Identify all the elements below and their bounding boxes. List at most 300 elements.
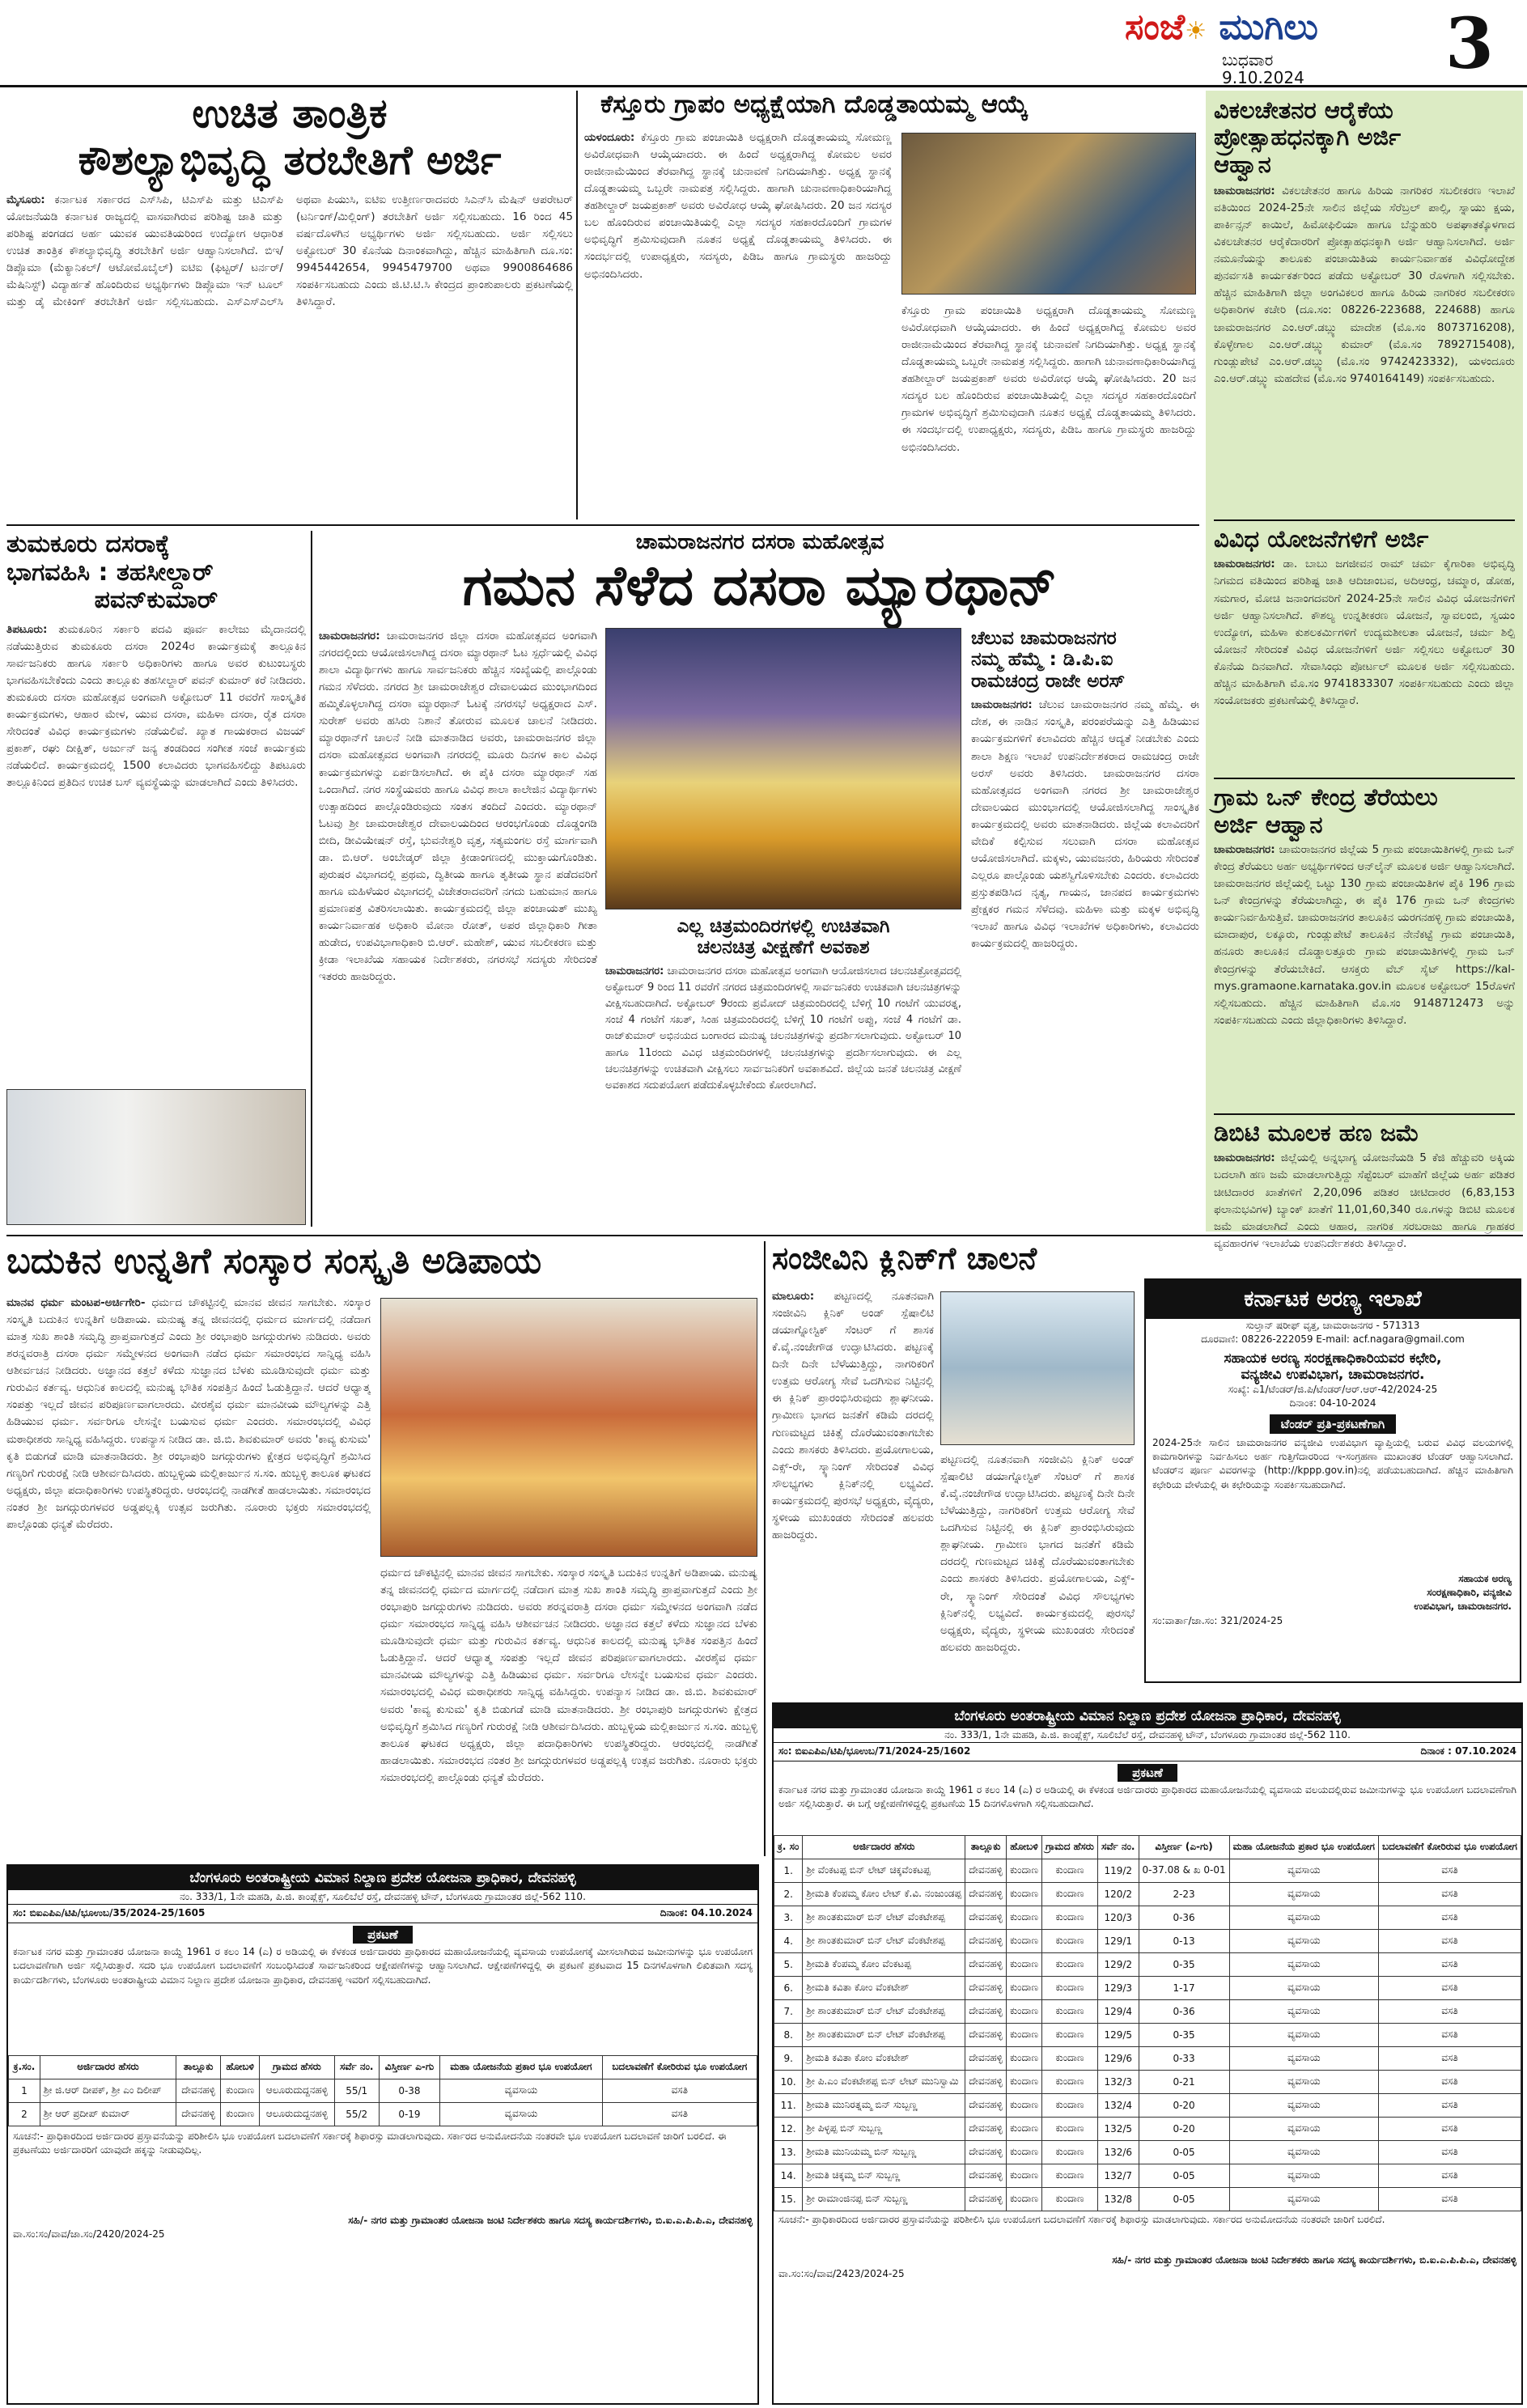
photo-clinic-inauguration: [940, 1291, 1135, 1445]
table-header-cell: ಹೋಬಳಿ: [221, 2055, 260, 2079]
table-cell: ಕುಂದಾಣ: [1042, 1882, 1098, 1906]
ad-note: ಸೂಚನೆ:- ಪ್ರಾಧಿಕಾರದಿಂದ ಅರ್ಜಿದಾರರ ಪ್ರಸ್ತಾವನೆಯನ್ನು ಪರಿಶೀಲಿಸಿ ಭೂ ಉಪಯೋಗ ಬದಲಾವಣೆಗೆ ಸರ್ಕಾರಕ್ಕೆ ಶಿಫಾರಸ್ಸು ಮಾಡಲಾಗುವುದು. ಸರ್ಕಾರದ ಅನುಮೋದನೆಯ ನಂತರವೇ ಭೂ ಉಪಯೋಗ ಬದಲಾವಣೆ ಜಾರಿಗೆ ಬರಲಿದೆ. ಈ ಪ್ರಕಟಣೆಯು ಅರ್ಜಿದಾರರಿಗೆ ಯಾವುದೇ ಹಕ್ಕನ್ನು ನೀಡುವುದಿಲ್ಲ.: [13, 2130, 727, 2156]
table-cell: 0-13: [1139, 1929, 1229, 1952]
table-cell: ವಸತಿ: [1378, 2046, 1521, 2070]
ad-ref: ಸಂ: ಬಿಐಎಪಿಎ/ಟಿಪಿ/ಭೂಉಬ/35/2024-25/1605: [13, 1907, 206, 1919]
table-cell: 129/5: [1097, 2023, 1139, 2046]
table-cell: ವಸತಿ: [602, 2079, 757, 2102]
table-cell: ಕುಂದಾಣ: [1042, 2046, 1098, 2070]
table-cell: ಆಲೂರುದುದ್ದನಹಳ್ಳಿ: [260, 2079, 335, 2102]
article-gram-panchayat: [584, 91, 1199, 519]
ad-footer: ವಾ.ಸಂ:ಸಂ/ವಾವ/2423/2024-25: [778, 2268, 905, 2280]
table-cell: ಕುಂದಾಣ: [1006, 1976, 1041, 1999]
body-text: ಕರ್ನಾಟಕ ಸರ್ಕಾರದ ಎಸ್‌ಸಿಪಿ, ಟಿಎಸ್‌ಪಿ ಮತ್ತು ಟಿಎಸ್‌ಪಿ ಯೋಜನೆಯಡಿ ಕರ್ನಾಟಕ ರಾಜ್ಯದಲ್ಲಿ ವಾಸವಾಗಿರುವ ಪರಿಶಿಷ್ಟ ಜಾತಿ ಮತ್ತು ಪರಿಶಿಷ್ಟ ಪಂಗಡದ ಅರ್ಹ ಯುವಕ ಯುವತಿಯರಿಂದ ಉದ್ಯೋಗ ಆಧಾರಿತ ಉಚಿತ ತಾಂತ್ರಿಕ ಕೌಶಲ್ಯಾಭಿವೃದ್ಧಿ ತರಬೇತಿಗೆ ಅರ್ಜಿ ಆಹ್ವಾನಿಸಲಾಗಿದೆ. ಬಿಇ/ ಡಿಪ್ಲೊಮಾ (ಮೆಕ್ಯಾನಿಕಲ್/ ಆಟೋಮೊಬೈಲ್) ಐಟಿಐ (ಫಿಟ್ಟರ್/ ಟರ್ನರ್/ ಮೆಷಿನಿಸ್ಟ್) ವಿದ್ಯಾರ್ಹತೆ ಹೊಂದಿರುವ ಅಭ್ಯರ್ಥಿಗಳು ಡಿಪ್ಲೊಮಾ ಇನ್ ಟೂಲ್ ಮತ್ತು ಡೈ ಮೇಕಿಂಗ್ ತರಬೇತಿಗೆ ಅರ್ಜಿ ಸಲ್ಲಿಸಬಹುದು. ಎಸ್‌ಎಸ್‌ಎಲ್‌ಸಿ ಅಥವಾ ಪಿಯುಸಿ, ಐಟಿಐ ಉತ್ತೀರ್ಣರಾದವರು ಸಿಎನ್‌ಸಿ ಮೆಷಿನ್ ಆಪರೇಟರ್ (ಟರ್ನಿಂಗ್/ಮಿಲ್ಲಿಂಗ್) ತರಬೇತಿಗೆ ಅರ್ಜಿ ಸಲ್ಲಿಸಬಹುದು. 16 ರಿಂದ 45 ವರ್ಷದೊಳಗಿನ ಅಭ್ಯರ್ಥಿಗಳು ಅರ್ಜಿ ಸಲ್ಲಿಸಬಹುದು. ಅರ್ಜಿ ಸಲ್ಲಿಸಲು ಅಕ್ಟೋಬರ್ 30 ಕೊನೆಯ ದಿನಾಂಕವಾಗಿದ್ದು, ಹೆಚ್ಚಿನ ಮಾಹಿತಿಗಾಗಿ ದೂ.ಸಂ: 9945442654, 9945479700 ಅಥವಾ 9900864686 ಸಂಪರ್ಕಿಸಬಹುದು ಎಂದು ಜಿ.ಟಿ.ಟಿ.ಸಿ ಕೇಂದ್ರದ ಪ್ರಾಂಶುಪಾಲರು ಪ್ರಕಟಣೆಯಲ್ಲಿ ತಿಳಿಸಿದ್ದಾರೆ.: [6, 193, 573, 309]
table-cell: ಶ್ರೀಮತಿ ಚಿಕ್ಕಮ್ಮ ಬಿನ್ ಸುಬ್ಬಣ್ಣ: [803, 2164, 965, 2187]
table-cell: ವಸತಿ: [1378, 1976, 1521, 1999]
table-cell: 129/2: [1097, 1952, 1139, 1976]
table-cell: 9.: [774, 2046, 803, 2070]
body-text: ಡಾ. ಬಾಬು ಜಗಜೀವನ ರಾಮ್ ಚರ್ಮ ಕೈಗಾರಿಕಾ ಅಭಿವೃದ್ಧಿ ನಿಗಮದ ವತಿಯಿಂದ ಪರಿಶಿಷ್ಟ ಜಾತಿ ಆದಿಜಾಂಬವ, ಅದಿಆಂಧ್ರ, ಚಮ್ಮಾರ, ಡೋಹ, ಸಮಗಾರ, ಮೋಚಿ ಜನಾಂಗದವರಿಗೆ 2024-25ನೇ ಸಾಲಿನ ವಿವಿಧ ಯೋಜನೆಗಳಿಗೆ ಅರ್ಜಿ ಆಹ್ವಾನಿಸಲಾಗಿದೆ. ಕೌಶಲ್ಯ ಉನ್ನತೀಕರಣ ಯೋಜನೆ, ಸ್ವಾವಲಂಬಿ, ಸ್ವಯಂ ಉದ್ಯೋಗ, ಮಹಿಳಾ ಕುಶಲಕರ್ಮಿಗಳಿಗೆ ಉದ್ಯಮಶೀಲತಾ ಯೋಜನೆ, ಚರ್ಮ ಶಿಲ್ಪಿ ಯೋಜನೆ ಸೇರಿದಂತೆ ವಿವಿಧ ಯೋಜನೆಗಳಿಗೆ ಅರ್ಜಿ ಸಲ್ಲಿಸಲು ಅಕ್ಟೋಬರ್ 30 ಕೊನೆಯ ದಿನವಾಗಿದೆ. ಸೇವಾಸಿಂಧು ಪೋರ್ಟಲ್ ಮೂಲಕ ಅರ್ಜಿ ಸಲ್ಲಿಸಬಹುದು. ಹೆಚ್ಚಿನ ಮಾಹಿತಿಗಾಗಿ ಮೊ.ಸಂ 9741833307 ಸಂಪರ್ಕಿಸಬಹುದು ಎಂದು ಜಿಲ್ಲಾ ಸಂಯೋಜಕರು ಪ್ರಕಟಣೆಯಲ್ಲಿ ತಿಳಿಸಿದ್ದಾರೆ.: [1214, 557, 1515, 707]
table-cell: ದೇವನಹಳ್ಳಿ: [965, 2046, 1007, 2070]
divider: [576, 91, 578, 519]
table-row: [774, 2046, 1521, 2070]
table-cell: ವಸತಿ: [1378, 1882, 1521, 1906]
body-text: ತುಮಕೂರಿನ ಸರ್ಕಾರಿ ಪದವಿ ಪೂರ್ವ ಕಾಲೇಜು ಮೈದಾನದಲ್ಲಿ ನಡೆಯುತ್ತಿರುವ ತುಮಕೂರು ದಸರಾ 2024ರ ಕಾರ್ಯಕ್ರಮಕ್ಕೆ ತಾಲ್ಲೂಕಿನ ಸಾರ್ವಜನಿಕರು ಹಾಗೂ ಸರ್ಕಾರಿ ಅಧಿಕಾರಿಗಳು ಹಾಗೂ ಅವರ ಕುಟುಂಬಸ್ಥರು ಭಾಗವಹಿಸಬೇಕೆಂದು ಎಂದು ತಾಲ್ಲೂಕು ತಹಸೀಲ್ದಾರ್ ಪವನ್ ಕುಮಾರ್ ಕರೆ ನೀಡಿದರು. ತುಮಕೂರು ದಸರಾ ಮಹೋತ್ಸವ ಅಂಗವಾಗಿ ಅಕ್ಟೋಬರ್ 11 ರವರೆಗೆ ಸಾಂಸ್ಕೃತಿಕ ಕಾರ್ಯಕ್ರಮಗಳು, ಆಹಾರ ಮೇಳ, ಯುವ ದಸರಾ, ಮಹಿಳಾ ದಸರಾ, ರೈತ ದಸರಾ ಸೇರಿದಂತೆ ವಿವಿಧ ಕಾರ್ಯಕ್ರಮಗಳು ನಡೆಯಲಿವೆ. ಖ್ಯಾತ ಗಾಯಕರಾದ ವಿಜಯ್ ಪ್ರಕಾಶ್, ರಘು ದೀಕ್ಷಿತ್, ಅರ್ಜುನ್ ಜನ್ಯ ತಂಡದಿಂದ ಸಂಗೀತ ಸಂಜೆ ಕಾರ್ಯಕ್ರಮ ನಡೆಯಲಿದೆ. ಕಾರ್ಯಕ್ರಮದಲ್ಲಿ 1500 ಕಲಾವಿದರು ಭಾಗವಹಿಸಲಿದ್ದು ತಿಪಟೂರು ತಾಲ್ಲೂಕಿನಿಂದ ಪ್ರತಿದಿನ ಉಚಿತ ಬಸ್ ವ್ಯವಸ್ಥೆಯನ್ನು ಮಾಡಲಾಗಿದೆ ಎಂದು ತಿಳಿಸಿದರು.: [6, 622, 306, 790]
table-cell: ವಸತಿ: [1378, 1999, 1521, 2023]
article-title: ಕೆಸ್ತೂರು ಗ್ರಾಪಂ ಅಧ್ಯಕ್ಷೆಯಾಗಿ ದೊಡ್ಡತಾಯಮ್ಮ ಆಯ್ಕೆ: [600, 90, 1029, 119]
ad-date: ದಿನಾಂಕ : 07.10.2024: [1420, 1745, 1516, 1757]
table-header-cell: ಗ್ರಾಮದ ಹೆಸರು: [260, 2055, 335, 2079]
table-cell: 129/6: [1097, 2046, 1139, 2070]
table-cell: ಕುಂದಾಣ: [221, 2079, 260, 2102]
issue-date: 9.10.2024: [1222, 68, 1304, 87]
article-title: [971, 628, 1199, 692]
body-text: ಚೆಲುವ ಚಾಮರಾಜನಗರ ನಮ್ಮ ಹೆಮ್ಮೆ. ಈ ದೇಶ, ಈ ನಾಡಿನ ಸಂಸ್ಕೃತಿ, ಪರಂಪರೆಯನ್ನು ಎತ್ತಿ ಹಿಡಿಯುವ ಕಾರ್ಯಕ್ರಮಗಳಿಗೆ ಕಲಾವಿದರು ಹೆಚ್ಚಿನ ಆದ್ಯತೆ ನೀಡಬೇಕು ಎಂದು ಶಾಲಾ ಶಿಕ್ಷಣ ಇಲಾಖೆ ಉಪನಿರ್ದೇಶಕರಾದ ರಾಮಚಂದ್ರ ರಾಜೇ ಅರಸ್ ಅವರು ತಿಳಿಸಿದರು. ಚಾಮರಾಜನಗರ ದಸರಾ ಮಹೋತ್ಸವದ ಅಂಗವಾಗಿ ನಗರದ ಶ್ರೀ ಚಾಮರಾಜೇಶ್ವರ ದೇವಾಲಯದ ಮುಂಭಾಗದಲ್ಲಿ ಆಯೋಜಿಸಲಾಗಿದ್ದ ಸಾಂಸ್ಕೃತಿಕ ಕಾರ್ಯಕ್ರಮದಲ್ಲಿ ಅವರು ಮಾತನಾಡಿದರು. ಜಿಲ್ಲೆಯ ಕಲಾವಿದರಿಗೆ ವೇದಿಕೆ ಕಲ್ಪಿಸುವ ಸಲುವಾಗಿ ದಸರಾ ಮಹೋತ್ಸವ ಆಯೋಜಿಸಲಾಗಿದೆ. ಮಕ್ಕಳು, ಯುವಜನರು, ಹಿರಿಯರು ಸೇರಿದಂತೆ ಎಲ್ಲರೂ ಪಾಲ್ಗೊಂಡು ಯಶಸ್ವಿಗೊಳಿಸಬೇಕು ಎಂದರು. ಕಲಾವಿದರು ಪ್ರಸ್ತುತಪಡಿಸಿದ ನೃತ್ಯ, ಗಾಯನ, ಜಾನಪದ ಕಾರ್ಯಕ್ರಮಗಳು ಪ್ರೇಕ್ಷಕರ ಗಮನ ಸೆಳೆದವು. ಮಹಿಳಾ ಮತ್ತು ಮಕ್ಕಳ ಅಭಿವೃದ್ಧಿ ಇಲಾಖೆ ಹಾಗೂ ವಿವಿಧ ಇಲಾಖೆಗಳ ಅಧಿಕಾರಿಗಳು, ಕಲಾವಿದರು ಕಾರ್ಯಕ್ರಮದಲ್ಲಿ ಹಾಜರಿದ್ದರು.: [971, 698, 1199, 951]
table-cell: ಶ್ರೀ ಶಾಂತಕುಮಾರ್ ಬಿನ್ ಲೇಟ್ ವೆಂಕಟೇಶಪ್ಪ: [803, 1999, 965, 2023]
article-body: [6, 1295, 371, 1853]
table-cell: ವಸತಿ: [1378, 2117, 1521, 2140]
table-row: [774, 1929, 1521, 1952]
table-cell: 132/3: [1097, 2070, 1139, 2093]
dateline: ಮೈಸೂರು:: [6, 193, 45, 206]
table-cell: ಕುಂದಾಣ: [1006, 2164, 1041, 2187]
table-cell: ಶ್ರೀಮತಿ ಕೆಂಪಮ್ಮ ಕೋಂ ಲೇಟ್ ಕೆ.ವಿ. ನಂಜುಂಡಪ್ಪ: [803, 1882, 965, 1906]
table-cell: 2.: [774, 1882, 803, 1906]
table-cell: ವ್ಯವಸಾಯ: [1229, 2140, 1378, 2164]
table-cell: ವಸತಿ: [1378, 1929, 1521, 1952]
table-cell: ಕುಂದಾಣ: [1042, 2164, 1098, 2187]
body-text: ಧರ್ಮದ ಚೌಕಟ್ಟಿನಲ್ಲಿ ಮಾನವ ಜೀವನ ಸಾಗಬೇಕು. ಸಂಸ್ಕಾರ ಸಂಸ್ಕೃತಿ ಬದುಕಿನ ಉನ್ನತಿಗೆ ಅಡಿಪಾಯ. ಮನುಷ್ಯ ತನ್ನ ಜೀವನದಲ್ಲಿ ಧರ್ಮದ ಮಾರ್ಗದಲ್ಲಿ ನಡೆದಾಗ ಮಾತ್ರ ಸುಖ ಶಾಂತಿ ಸಮೃದ್ಧಿ ಪ್ರಾಪ್ತವಾಗುತ್ತದೆ ಎಂದು ಶ್ರೀ ರಂಭಾಪುರಿ ಜಗದ್ಗುರುಗಳು ನುಡಿದರು. ಅವರು ಶರನ್ನವರಾತ್ರಿ ದಸರಾ ಧರ್ಮ ಸಮ್ಮೇಳನದ ಅಂಗವಾಗಿ ನಡೆದ ಧರ್ಮ ಸಮಾರಂಭದ ಸಾನ್ನಿಧ್ಯ ವಹಿಸಿ ಆಶೀರ್ವಚನ ನೀಡಿದರು. ಅಜ್ಞಾನದ ಕತ್ತಲೆ ಕಳೆದು ಸುಜ್ಞಾನದ ಬೆಳಕು ಮೂಡಿಸುವುದೇ ಧರ್ಮ ಮತ್ತು ಗುರುವಿನ ಕರ್ತವ್ಯ. ಆಧುನಿಕ ಕಾಲದಲ್ಲಿ ಮನುಷ್ಯ ಭೌತಿಕ ಸಂಪತ್ತಿನ ಹಿಂದೆ ಓಡುತ್ತಿದ್ದಾನೆ. ಆದರೆ ಆಧ್ಯಾತ್ಮ ಸಂಪತ್ತು ಇಲ್ಲದೆ ಜೀವನ ಪರಿಪೂರ್ಣವಾಗಲಾರದು. ವೀರಶೈವ ಧರ್ಮ ಮಾನವೀಯ ಮೌಲ್ಯಗಳನ್ನು ಎತ್ತಿ ಹಿಡಿಯುವ ಧರ್ಮ. ಸರ್ವರಿಗೂ ಲೇಸನ್ನೇ ಬಯಸುವ ಧರ್ಮ ಎಂದರು. ಸಮಾರಂಭದಲ್ಲಿ ವಿವಿಧ ಮಠಾಧೀಶರು ಸಾನ್ನಿಧ್ಯ ವಹಿಸಿದ್ದರು. ಉಪನ್ಯಾಸ ನೀಡಿದ ಡಾ. ಜಿ.ಬಿ. ಶಿವಕುಮಾರ್ ಅವರು 'ಕಾವ್ಯ ಕುಸುಮ' ಕೃತಿ ಬಿಡುಗಡೆ ಮಾಡಿ ಮಾತನಾಡಿದರು. ಶ್ರೀ ರಂಭಾಪುರಿ ಜಗದ್ಗುರುಗಳು ಕ್ಷೇತ್ರದ ಅಭಿವೃದ್ಧಿಗೆ ಶ್ರಮಿಸಿದ ಗಣ್ಯರಿಗೆ ಗುರುರಕ್ಷೆ ನೀಡಿ ಆಶೀರ್ವದಿಸಿದರು. ಹುಬ್ಬಳ್ಳಿಯ ಮಲ್ಲಿಕಾರ್ಜುನ ಸ.ಸಂ. ಹುಬ್ಬಳ್ಳಿ ತಾಲೂಕ ಘಟಕದ ಅಧ್ಯಕ್ಷರು, ಜಿಲ್ಲಾ ಪದಾಧಿಕಾರಿಗಳು ಉಪಸ್ಥಿತರಿದ್ದರು. ಆರಂಭದಲ್ಲಿ ನಾಡಗೀತೆ ಹಾಡಲಾಯಿತು. ಸಮಾರಂಭದ ನಂತರ ಶ್ರೀ ಜಗದ್ಗುರುಗಳವರ ಅಡ್ಡಪಲ್ಲಕ್ಕಿ ಉತ್ಸವ ಜರುಗಿತು. ನೂರಾರು ಭಕ್ತರು ಸಮಾರಂಭದಲ್ಲಿ ಪಾಲ್ಗೊಂಡು ಧನ್ಯತೆ ಮೆರೆದರು.: [6, 1296, 371, 1531]
table-cell: 0-19: [379, 2102, 440, 2126]
table-cell: ಕುಂದಾಣ: [1006, 2023, 1041, 2046]
ad-office-line-2: ವನ್ಯಜೀವಿ ಉಪವಿಭಾಗ, ಚಾಮರಾಜನಗರ.: [1241, 1366, 1425, 1383]
table-cell: 6.: [774, 1976, 803, 1999]
photo-panchayat-members: [901, 133, 1196, 295]
table-cell: ವ್ಯವಸಾಯ: [440, 2079, 602, 2102]
ad-sign-line-1: ಸಹಾಯಕ ಅರಣ್ಯ: [1458, 1572, 1512, 1584]
table-row: [774, 1976, 1521, 1999]
dateline: ಮಾನವ ಧರ್ಮ ಮಂಟಪ-ಅರ್ಚಿಗೇರಿ-: [6, 1296, 146, 1309]
table-cell: ವ್ಯವಸಾಯ: [1229, 2187, 1378, 2211]
page-number: 3: [1445, 3, 1494, 85]
table-cell: 0-37.08 & ಖ 0-01: [1139, 1859, 1229, 1882]
table-cell: 0-36: [1139, 1906, 1229, 1929]
title-line-1: ಚೆಲುವ ಚಾಮರಾಜನಗರ: [971, 628, 1117, 649]
table-cell: ಶ್ರೀ ರಾಮಾಂಜಿನಪ್ಪ ಬಿನ್ ಸುಬ್ಬಣ್ಣ: [803, 2187, 965, 2211]
table-cell: ಕುಂದಾಣ: [1042, 1859, 1098, 1882]
article-title: [6, 91, 573, 184]
table-cell: 129/4: [1097, 1999, 1139, 2023]
table-cell: ಆಲೂರುದುದ್ದನಹಳ್ಳಿ: [260, 2102, 335, 2126]
dateline: ಮಾಲೂರು:: [772, 1290, 815, 1303]
table-cell: 129/1: [1097, 1929, 1139, 1952]
table-cell: ವಸತಿ: [602, 2102, 757, 2126]
table-header-cell: ಸರ್ವೆ ನಂ.: [334, 2055, 379, 2079]
table-cell: ವಸತಿ: [1378, 2093, 1521, 2117]
table-cell: 55/2: [334, 2102, 379, 2126]
table-cell: 132/4: [1097, 2093, 1139, 2117]
table-cell: 14.: [774, 2164, 803, 2187]
table-cell: ಶ್ರೀಮತಿ ಮುನಿಯಮ್ಮ ಬಿನ್ ಸುಬ್ಬಣ್ಣ: [803, 2140, 965, 2164]
table-cell: ದೇವನಹಳ್ಳಿ: [965, 2117, 1007, 2140]
ad-header: ಕರ್ನಾಟಕ ಅರಣ್ಯ ಇಲಾಖೆ: [1146, 1280, 1520, 1319]
table-cell: 8.: [774, 2023, 803, 2046]
ad-notice-title: ಪ್ರಕಟಣೆ: [1118, 1764, 1177, 1782]
table-cell: ಕುಂದಾಣ: [1006, 2093, 1041, 2117]
table-cell: ದೇವನಹಳ್ಳಿ: [965, 2187, 1007, 2211]
table-cell: ಕುಂದಾಣ: [1006, 1906, 1041, 1929]
table-row: [9, 2079, 757, 2102]
table-cell: ಕುಂದಾಣ: [1042, 1952, 1098, 1976]
body-text-continued: ಪಟ್ಟಣದಲ್ಲಿ ನೂತನವಾಗಿ ಸಂಜೀವಿನಿ ಕ್ಲಿನಿಕ್ ಅಂಡ್ ಸ್ಪೆಷಾಲಿಟಿ ಡಯಾಗ್ನೋಸ್ಟಿಕ್ ಸೆಂಟರ್ ಗೆ ಶಾಸಕ ಕೆ.ವೈ.ನಂಜೇಗೌಡ ಉದ್ಘಾಟಿಸಿದರು. ಪಟ್ಟಣಕ್ಕೆ ದಿನೇ ದಿನೇ ಬೆಳೆಯುತ್ತಿದ್ದು, ನಾಗರಿಕರಿಗೆ ಉತ್ತಮ ಆರೋಗ್ಯ ಸೇವೆ ಒದಗಿಸುವ ನಿಟ್ಟಿನಲ್ಲಿ ಈ ಕ್ಲಿನಿಕ್ ಪ್ರಾರಂಭಿಸಿರುವುದು ಶ್ಲಾಘನೀಯ. ಗ್ರಾಮೀಣ ಭಾಗದ ಜನತೆಗೆ ಕಡಿಮೆ ದರದಲ್ಲಿ ಗುಣಮಟ್ಟದ ಚಿಕಿತ್ಸೆ ದೊರೆಯುವಂತಾಗಬೇಕು ಎಂದು ಶಾಸಕರು ತಿಳಿಸಿದರು. ಪ್ರಯೋಗಾಲಯ, ಎಕ್ಸ್-ರೇ, ಸ್ಕ್ಯಾನಿಂಗ್ ಸೇರಿದಂತೆ ವಿವಿಧ ಸೌಲಭ್ಯಗಳು ಕ್ಲಿನಿಕ್‌ನಲ್ಲಿ ಲಭ್ಯವಿದೆ. ಕಾರ್ಯಕ್ರಮದಲ್ಲಿ ಪುರಸಭೆ ಅಧ್ಯಕ್ಷರು, ವೈದ್ಯರು, ಸ್ಥಳೀಯ ಮುಖಂಡರು ಸೇರಿದಂತೆ ಹಲವರು ಹಾಜರಿದ್ದರು.: [940, 1453, 1135, 1654]
land-use-table: [774, 1835, 1521, 2211]
ad-ref: ಸಂಖ್ಯೆ: ಎ1/ಟೆಂಡರ್/ಜಿ.ಪಿ/ಟೆಂಡರ್/ಆರ್.ಆರ್-42/2024-25: [1228, 1383, 1438, 1395]
table-cell: 11.: [774, 2093, 803, 2117]
table-cell: 5.: [774, 1952, 803, 1976]
table-cell: 10.: [774, 2070, 803, 2093]
notice-body-dbt: [1214, 1150, 1515, 1271]
table-cell: ದೇವನಹಳ್ಳಿ: [965, 2164, 1007, 2187]
table-row: [774, 2023, 1521, 2046]
table-cell: ದೇವನಹಳ್ಳಿ: [965, 1906, 1007, 1929]
table-cell: ವ್ಯವಸಾಯ: [1229, 2117, 1378, 2140]
table-cell: 0-05: [1139, 2164, 1229, 2187]
ad-office-line-1: ಸಹಾಯಕ ಅರಣ್ಯ ಸಂರಕ್ಷಣಾಧಿಕಾರಿಯವರ ಕಛೇರಿ,: [1224, 1350, 1442, 1367]
table-cell: ವ್ಯವಸಾಯ: [440, 2102, 602, 2126]
table-cell: ಕುಂದಾಣ: [1042, 1906, 1098, 1929]
ad-subhead: ಸುಲ್ತಾನ್ ಷರೀಫ್ ವೃತ್ತ, ಚಾಮರಾಜನಗರ - 571313: [1245, 1320, 1420, 1331]
ad-footer: ಸಂ:ವಾರ್ತಾ/ಜಾ.ಸಂ: 321/2024-25: [1152, 1614, 1283, 1626]
ad-bia-notice-1: [6, 1864, 759, 2405]
ad-forest-department: [1144, 1278, 1521, 1683]
divider: [311, 531, 312, 1227]
table-header-cell: ಬದಲಾವಣೆಗೆ ಕೋರಿರುವ ಭೂ ಉಪಯೋಗ: [602, 2055, 757, 2079]
table-cell: ಕುಂದಾಣ: [1006, 1999, 1041, 2023]
table-cell: ದೇವನಹಳ್ಳಿ: [965, 1882, 1007, 1906]
divider: [1214, 1113, 1515, 1115]
table-cell: ದೇವನಹಳ್ಳಿ: [965, 2093, 1007, 2117]
table-cell: ವ್ಯವಸಾಯ: [1229, 1882, 1378, 1906]
dateline: ತಿಪಟೂರು:: [6, 622, 48, 636]
article-title: [605, 916, 961, 959]
table-cell: ಶ್ರೀಮತಿ ಕೆಂಪಮ್ಮ ಕೋಂ ವೆಂಕಟಪ್ಪ: [803, 1952, 965, 1976]
table-cell: ದೇವನಹಳ್ಳಿ: [965, 1929, 1007, 1952]
table-cell: ಶ್ರೀ ಪಿಳ್ಳಪ್ಪ ಬಿನ್ ಸುಬ್ಬಣ್ಣ: [803, 2117, 965, 2140]
table-cell: ದೇವನಹಳ್ಳಿ: [965, 2023, 1007, 2046]
notice-title-caregiver: [1214, 97, 1515, 178]
table-header-cell: ತಾಲ್ಲೂಕು: [965, 1835, 1007, 1859]
table-header-cell: ಸರ್ವೆ ನಂ.: [1097, 1835, 1139, 1859]
table-cell: ಕುಂದಾಣ: [1006, 1929, 1041, 1952]
ad-bia-notice-2: [772, 1702, 1523, 2405]
table-header-cell: ಹೋಬಳಿ: [1006, 1835, 1041, 1859]
table-cell: 4.: [774, 1929, 803, 1952]
table-cell: ದೇವನಹಳ್ಳಿ: [965, 2140, 1007, 2164]
palm-icon: ☀: [1185, 17, 1207, 45]
table-cell: ವಸತಿ: [1378, 2023, 1521, 2046]
dateline: ಚಾಮರಾಜನಗರ:: [971, 698, 1033, 712]
dateline: ಚಾಮರಾಜನಗರ:: [1214, 557, 1275, 571]
logo: [1125, 6, 1318, 48]
table-cell: ಕುಂದಾಣ: [1042, 2070, 1098, 2093]
body-text: ಪಟ್ಟಣದಲ್ಲಿ ನೂತನವಾಗಿ ಸಂಜೀವಿನಿ ಕ್ಲಿನಿಕ್ ಅಂಡ್ ಸ್ಪೆಷಾಲಿಟಿ ಡಯಾಗ್ನೋಸ್ಟಿಕ್ ಸೆಂಟರ್ ಗೆ ಶಾಸಕ ಕೆ.ವೈ.ನಂಜೇಗೌಡ ಉದ್ಘಾಟಿಸಿದರು. ಪಟ್ಟಣಕ್ಕೆ ದಿನೇ ದಿನೇ ಬೆಳೆಯುತ್ತಿದ್ದು, ನಾಗರಿಕರಿಗೆ ಉತ್ತಮ ಆರೋಗ್ಯ ಸೇವೆ ಒದಗಿಸುವ ನಿಟ್ಟಿನಲ್ಲಿ ಈ ಕ್ಲಿನಿಕ್ ಪ್ರಾರಂಭಿಸಿರುವುದು ಶ್ಲಾಘನೀಯ. ಗ್ರಾಮೀಣ ಭಾಗದ ಜನತೆಗೆ ಕಡಿಮೆ ದರದಲ್ಲಿ ಗುಣಮಟ್ಟದ ಚಿಕಿತ್ಸೆ ದೊರೆಯುವಂತಾಗಬೇಕು ಎಂದು ಶಾಸಕರು ತಿಳಿಸಿದರು. ಪ್ರಯೋಗಾಲಯ, ಎಕ್ಸ್-ರೇ, ಸ್ಕ್ಯಾನಿಂಗ್ ಸೇರಿದಂತೆ ವಿವಿಧ ಸೌಲಭ್ಯಗಳು ಕ್ಲಿನಿಕ್‌ನಲ್ಲಿ ಲಭ್ಯವಿದೆ. ಕಾರ್ಯಕ್ರಮದಲ್ಲಿ ಪುರಸಭೆ ಅಧ್ಯಕ್ಷರು, ವೈದ್ಯರು, ಸ್ಥಳೀಯ ಮುಖಂಡರು ಸೇರಿದಂತೆ ಹಲವರು ಹಾಜರಿದ್ದರು.: [772, 1290, 934, 1541]
article-body: [6, 192, 573, 524]
table-header-cell: ವಿಸ್ತೀರ್ಣ ಎ-ಗು: [379, 2055, 440, 2079]
article-title: ಸಂಜೀವಿನಿ ಕ್ಲಿನಿಕ್‌ಗೆ ಚಾಲನೆ: [772, 1240, 1037, 1276]
table-cell: ದೇವನಹಳ್ಳಿ: [965, 1952, 1007, 1976]
ad-intro: ಕರ್ನಾಟಕ ನಗರ ಮತ್ತು ಗ್ರಾಮಾಂತರ ಯೋಜನಾ ಕಾಯ್ದೆ 1961 ರ ಕಲಂ 14 (ಎ) ರ ಅಡಿಯಲ್ಲಿ ಈ ಕೆಳಕಂಡ ಅರ್ಜಿದಾರರು ಪ್ರಾಧಿಕಾರದ ಮಹಾಯೋಜನೆಯಲ್ಲಿ ವ್ಯವಸಾಯ ವಲಯದಲ್ಲಿರುವ ಜಮೀನುಗಳನ್ನು ಭೂ ಉಪಯೋಗ ಬದಲಾವಣೆಗಾಗಿ ಅರ್ಜಿ ಸಲ್ಲಿಸಿರುತ್ತಾರೆ. ಈ ಬಗ್ಗೆ ಆಕ್ಷೇಪಣೆಗಳಿದ್ದಲ್ಲಿ ಪ್ರಕಟಣೆಯ 15 ದಿನಗಳೊಳಗಾಗಿ ಸಲ್ಲಿಸಬಹುದಾಗಿದೆ.: [778, 1783, 1516, 1810]
table-cell: ಶ್ರೀಮತಿ ಮುನಿರತ್ನಮ್ಮ ಬಿನ್ ಸುಬ್ಬಣ್ಣ: [803, 2093, 965, 2117]
table-cell: ಶ್ರೀ ವೆಂಕಟಪ್ಪ ಬಿನ್ ಲೇಟ್ ಚಿಕ್ಕವೆಂಕಟಪ್ಪ: [803, 1859, 965, 1882]
title-line-1: ವಿಕಲಚೇತನರ ಆರೈಕೆಯ: [1214, 96, 1393, 124]
body-text: ಚಾಮರಾಜನಗರ ದಸರಾ ಮಹೋತ್ಸವ ಅಂಗವಾಗಿ ಆಯೋಜಿಸಲಾದ ಚಲನಚಿತ್ರೋತ್ಸವದಲ್ಲಿ ಅಕ್ಟೋಬರ್ 9 ರಿಂದ 11 ರವರೆಗೆ ನಗರದ ಚಿತ್ರಮಂದಿರಗಳಲ್ಲಿ ಸಾರ್ವಜನಿಕರು ಉಚಿತವಾಗಿ ಚಲನಚಿತ್ರಗಳನ್ನು ವೀಕ್ಷಿಸಬಹುದಾಗಿದೆ. ಅಕ್ಟೋಬರ್ 9ರಂದು ಪ್ರಮೋದ್ ಚಿತ್ರಮಂದಿರದಲ್ಲಿ ಬೆಳಿಗ್ಗೆ 10 ಗಂಟೆಗೆ ಯುವರತ್ನ, ಸಂಜೆ 4 ಗಂಟೆಗೆ ಸಖತ್, ಸಿಂಹ ಚಿತ್ರಮಂದಿರದಲ್ಲಿ ಬೆಳಿಗ್ಗೆ 10 ಗಂಟೆಗೆ ಅಪ್ಪು, ಸಂಜೆ 4 ಗಂಟೆಗೆ ಡಾ. ರಾಜ್‌ಕುಮಾರ್ ಅಭಿನಯದ ಬಂಗಾರದ ಮನುಷ್ಯ ಚಲನಚಿತ್ರಗಳನ್ನು ಪ್ರದರ್ಶಿಸಲಾಗುವುದು. ಅಕ್ಟೋಬರ್ 10 ಹಾಗೂ 11ರಂದು ವಿವಿಧ ಚಿತ್ರಮಂದಿರಗಳಲ್ಲಿ ಚಲನಚಿತ್ರಗಳನ್ನು ಪ್ರದರ್ಶಿಸಲಾಗುವುದು. ಈ ಎಲ್ಲ ಚಲನಚಿತ್ರಗಳನ್ನು ಉಚಿತವಾಗಿ ವೀಕ್ಷಿಸಲು ಸಾರ್ವಜನಿಕರಿಗೆ ಅವಕಾಶವಿದೆ. ಜಿಲ್ಲೆಯ ಜನತೆ ಚಲನಚಿತ್ರ ವೀಕ್ಷಣೆ ಅವಕಾಶದ ಸದುಪಯೋಗ ಪಡೆದುಕೊಳ್ಳಬೇಕೆಂದು ಕೋರಲಾಗಿದೆ.: [605, 964, 961, 1092]
table-header-cell: ಮಹಾ ಯೋಜನೆಯ ಪ್ರಕಾರ ಭೂ ಉಪಯೋಗ: [440, 2055, 602, 2079]
table-cell: ಕುಂದಾಣ: [1006, 2070, 1041, 2093]
table-cell: 0-35: [1139, 1952, 1229, 1976]
table-cell: ಕುಂದಾಣ: [1006, 2117, 1041, 2140]
table-cell: 120/2: [1097, 1882, 1139, 1906]
table-cell: ವಸತಿ: [1378, 2187, 1521, 2211]
table-cell: ವ್ಯವಸಾಯ: [1229, 1999, 1378, 2023]
article-body: [319, 628, 597, 1227]
table-cell: 12.: [774, 2117, 803, 2140]
title-line-2: ಪ್ರೋತ್ಸಾಹಧನಕ್ಕಾಗಿ ಅರ್ಜಿ: [1214, 123, 1401, 151]
article-body: [584, 129, 892, 518]
table-cell: 0-21: [1139, 2070, 1229, 2093]
table-cell: 0-05: [1139, 2140, 1229, 2164]
article-body: [971, 697, 1199, 1215]
title-line-2: ಚಲನಚಿತ್ರ ವೀಕ್ಷಣೆಗೆ ಅವಕಾಶ: [697, 937, 870, 959]
table-cell: ದೇವನಹಳ್ಳಿ: [176, 2079, 221, 2102]
title-line-3: ಪವನ್‌ಕುಮಾರ್: [94, 586, 218, 614]
article-kicker: ಚಾಮರಾಜನಗರ ದಸರಾ ಮಹೋತ್ಸವ: [635, 530, 884, 554]
ad-date: ದಿನಾಂಕ: 04.10.2024: [660, 1907, 753, 1919]
article-body: [605, 964, 961, 1215]
table-header-cell: ಅರ್ಜಿದಾರರ ಹೆಸರು: [803, 1835, 965, 1859]
table-cell: 0-20: [1139, 2093, 1229, 2117]
table-row: [774, 1882, 1521, 1906]
table-cell: 0-20: [1139, 2117, 1229, 2140]
table-cell: 129/3: [1097, 1976, 1139, 1999]
article-cheluva-chamarajanagara: [971, 628, 1199, 1227]
table-cell: ದೇವನಹಳ್ಳಿ: [965, 1859, 1007, 1882]
table-row: [774, 2117, 1521, 2140]
title-line-1: ಉಚಿತ ತಾಂತ್ರಿಕ: [192, 90, 388, 137]
divider: [6, 524, 1199, 526]
ad-header: ಬೆಂಗಳೂರು ಅಂತರಾಷ್ಟ್ರೀಯ ವಿಮಾನ ನಿಲ್ದಾಣ ಪ್ರದೇಶ ಯೋಜನಾ ಪ್ರಾಧಿಕಾರ, ದೇವನಹಳ್ಳಿ: [8, 1866, 757, 1890]
right-column-notices: [1206, 91, 1523, 1250]
table-cell: 3.: [774, 1906, 803, 1929]
article-dasara-marathon: [319, 531, 1201, 1227]
table-cell: ವ್ಯವಸಾಯ: [1229, 1976, 1378, 1999]
table-cell: 0-05: [1139, 2187, 1229, 2211]
table-cell: ಕುಂದಾಣ: [1042, 2117, 1098, 2140]
table-cell: ವಸತಿ: [1378, 1859, 1521, 1882]
body-text: ಜಿಲ್ಲೆಯಲ್ಲಿ ಅನ್ನಭಾಗ್ಯ ಯೋಜನೆಯಡಿ 5 ಕೆಜಿ ಹೆಚ್ಚುವರಿ ಅಕ್ಕಿಯ ಬದಲಾಗಿ ಹಣ ಜಮೆ ಮಾಡಲಾಗುತ್ತಿದ್ದು ಸೆಪ್ಟೆಂಬರ್ ಮಾಹೆಗೆ ಜಿಲ್ಲೆಯ ಅರ್ಹ ಪಡಿತರ ಚೀಟಿದಾರರ ಖಾತೆಗಳಿಗೆ 2,20,096 ಪಡಿತರ ಚೀಟಿದಾರರ (6,83,153 ಫಲಾನುಭವಿಗಳ) ಬ್ಯಾಂಕ್ ಖಾತೆಗೆ 11,01,60,340 ರೂ.ಗಳನ್ನು ಡಿಬಿಟಿ ಮೂಲಕ ಜಮೆ ಮಾಡಲಾಗಿದೆ ಎಂದು ಆಹಾರ, ನಾಗರಿಕ ಸರಬರಾಜು ಹಾಗೂ ಗ್ರಾಹಕರ ವ್ಯವಹಾರಗಳ ಇಲಾಖೆಯ ಉಪನಿರ್ದೇಶಕರು ತಿಳಿಸಿದ್ದಾರೆ.: [1214, 1151, 1515, 1250]
table-cell: ವ್ಯವಸಾಯ: [1229, 2070, 1378, 2093]
title-line-1: ತುಮಕೂರು ದಸರಾಕ್ಕೆ: [6, 530, 170, 558]
table-cell: ಕುಂದಾಣ: [1042, 2093, 1098, 2117]
table-row: [774, 2140, 1521, 2164]
table-cell: 0-36: [1139, 1999, 1229, 2023]
ad-date: ದಿನಾಂಕ: 04-10-2024: [1289, 1397, 1376, 1410]
ad-note: ಸೂಚನೆ:- ಪ್ರಾಧಿಕಾರದಿಂದ ಅರ್ಜಿದಾರರ ಪ್ರಸ್ತಾವನೆಯನ್ನು ಪರಿಶೀಲಿಸಿ ಭೂ ಉಪಯೋಗ ಬದಲಾವಣೆಗೆ ಸರ್ಕಾರಕ್ಕೆ ಶಿಫಾರಸ್ಸು ಮಾಡಲಾಗುವುದು. ಸರ್ಕಾರದ ಅನುಮೋದನೆಯ ನಂತರವೇ ಜಾರಿಗೆ ಬರಲಿದೆ.: [778, 2213, 1385, 2225]
photo-tahsildar: [6, 1089, 306, 1225]
body-text: ಚಾಮರಾಜನಗರ ಜಿಲ್ಲೆಯ 5 ಗ್ರಾಮ ಪಂಚಾಯಿತಿಗಳಲ್ಲಿ ಗ್ರಾಮ ಒನ್ ಕೇಂದ್ರ ತೆರೆಯಲು ಅರ್ಹ ಅಭ್ಯರ್ಥಿಗಳಿಂದ ಆನ್‌ಲೈನ್ ಮೂಲಕ ಅರ್ಜಿ ಆಹ್ವಾನಿಸಲಾಗಿದೆ. ಚಾಮರಾಜನಗರ ಜಿಲ್ಲೆಯಲ್ಲಿ ಒಟ್ಟು 130 ಗ್ರಾಮ ಪಂಚಾಯಿತಿಗಳ ಪೈಕಿ 196 ಗ್ರಾಮ ಒನ್ ಕೇಂದ್ರಗಳನ್ನು ತೆರೆಯಲಾಗಿದ್ದು, ಈ ಪೈಕಿ 176 ಗ್ರಾಮ ಒನ್ ಕೇಂದ್ರಗಳು ಕಾರ್ಯನಿರ್ವಹಿಸುತ್ತಿವೆ. ಚಾಮರಾಜನಗರ ತಾಲೂಕಿನ ಯರಗನಹಳ್ಳಿ ಗ್ರಾಮ ಪಂಚಾಯಿತಿ, ಮಾದಾಪುರ, ಲಕ್ಕೂರು, ಗುಂಡ್ಲುಪೇಟೆ ತಾಲೂಕಿನ ನೇನೆಕಟ್ಟೆ ಗ್ರಾಮ ಪಂಚಾಯಿತಿ, ಹನೂರು ತಾಲೂಕಿನ ದೊಡ್ಡಾಲತ್ತೂರು ಗ್ರಾಮ ಪಂಚಾಯಿತಿಗಳಲ್ಲಿ ಗ್ರಾಮ ಒನ್ ಕೇಂದ್ರಗಳನ್ನು ತೆರೆಯಬೇಕಿದೆ. ಆಸಕ್ತರು ವೆಬ್ ಸೈಟ್ https://kal-mys.gramaone.karnataka.gov.in ಮೂಲಕ ಅಕ್ಟೋಬರ್ 15ರೊಳಗೆ ಸಲ್ಲಿಸಬಹುದು. ಹೆಚ್ಚಿನ ಮಾಹಿತಿಗಾಗಿ ಮೊ.ಸಂ 9148712473 ಅನ್ನು ಸಂಪರ್ಕಿಸಬಹುದು ಎಂದು ಜಿಲ್ಲಾಧಿಕಾರಿಗಳು ತಿಳಿಸಿದ್ದಾರೆ.: [1214, 843, 1515, 1027]
table-header-cell: ಅರ್ಜಿದಾರರ ಹೆಸರು: [40, 2055, 176, 2079]
dateline: ಯಳಂದೂರು:: [584, 131, 635, 144]
tender-badge: ಟೆಂಡರ್ ಪ್ರತಿ-ಪ್ರಕಟಣೆಗಾಗಿ: [1270, 1414, 1396, 1434]
table-cell: ಶ್ರೀ ಶಾಂತಕುಮಾರ್ ಬಿನ್ ಲೇಟ್ ವೆಂಕಟೇಶಪ್ಪ: [803, 2023, 965, 2046]
title-line-1: ಎಲ್ಲ ಚಿತ್ರಮಂದಿರಗಳಲ್ಲಿ ಉಚಿತವಾಗಿ: [677, 916, 890, 937]
article-body-continued: [380, 1565, 757, 1853]
table-cell: 0-33: [1139, 2046, 1229, 2070]
table-cell: ವ್ಯವಸಾಯ: [1229, 2023, 1378, 2046]
table-cell: ಕುಂದಾಣ: [1042, 2023, 1098, 2046]
table-cell: 132/6: [1097, 2140, 1139, 2164]
table-cell: 7.: [774, 1999, 803, 2023]
ad-footer: ವಾ.ಸಂ:ಸಂ/ವಾವ/ಜಾ.ಸಂ/2420/2024-25: [13, 2228, 165, 2241]
issue-day: ಬುಧವಾರ: [1222, 50, 1274, 70]
table-cell: ಕುಂದಾಣ: [1042, 2140, 1098, 2164]
table-row: [774, 1952, 1521, 1976]
article-body: [6, 621, 306, 1075]
body-text-continued: ಕೆಸ್ತೂರು ಗ್ರಾಮ ಪಂಚಾಯಿತಿ ಅಧ್ಯಕ್ಷರಾಗಿ ದೊಡ್ಡತಾಯಮ್ಮ ಸೋಮಣ್ಣ ಅವಿರೋಧವಾಗಿ ಆಯ್ಕೆಯಾದರು. ಈ ಹಿಂದೆ ಅಧ್ಯಕ್ಷರಾಗಿದ್ದ ಕೋಮಲ ಅವರ ರಾಜೀನಾಮೆಯಿಂದ ತೆರವಾಗಿದ್ದ ಸ್ಥಾನಕ್ಕೆ ಚುನಾವಣೆ ನಿಗದಿಯಾಗಿತ್ತು. ಅಧ್ಯಕ್ಷ ಸ್ಥಾನಕ್ಕೆ ದೊಡ್ಡತಾಯಮ್ಮ ಒಬ್ಬರೇ ನಾಮಪತ್ರ ಸಲ್ಲಿಸಿದ್ದರು. ಹಾಗಾಗಿ ಚುನಾವಣಾಧಿಕಾರಿಯಾಗಿದ್ದ ತಹಶೀಲ್ದಾರ್ ಜಯಪ್ರಕಾಶ್ ಅವರು ಅವಿರೋಧ ಆಯ್ಕೆ ಘೋಷಿಸಿದರು. 20 ಜನ ಸದಸ್ಯರ ಬಲ ಹೊಂದಿರುವ ಪಂಚಾಯಿತಿಯಲ್ಲಿ ಎಲ್ಲಾ ಸದಸ್ಯರ ಸಹಕಾರದೊಂದಿಗೆ ಗ್ರಾಮಗಳ ಅಭಿವೃದ್ಧಿಗೆ ಶ್ರಮಿಸುವುದಾಗಿ ನೂತನ ಅಧ್ಯಕ್ಷೆ ದೊಡ್ಡತಾಯಮ್ಮ ತಿಳಿಸಿದರು. ಈ ಸಂದರ್ಭದಲ್ಲಿ ಉಪಾಧ್ಯಕ್ಷರು, ಸದಸ್ಯರು, ಪಿಡಿಒ ಹಾಗೂ ಗ್ರಾಮಸ್ಥರು ಹಾಜರಿದ್ದು ಅಭಿನಂದಿಸಿದರು.: [901, 304, 1196, 454]
table-row: [774, 2070, 1521, 2093]
table-cell: ಕುಂದಾಣ: [1042, 1976, 1098, 1999]
table-cell: ವ್ಯವಸಾಯ: [1229, 1859, 1378, 1882]
body-text: ಕೆಸ್ತೂರು ಗ್ರಾಮ ಪಂಚಾಯಿತಿ ಅಧ್ಯಕ್ಷರಾಗಿ ದೊಡ್ಡತಾಯಮ್ಮ ಸೋಮಣ್ಣ ಅವಿರೋಧವಾಗಿ ಆಯ್ಕೆಯಾದರು. ಈ ಹಿಂದೆ ಅಧ್ಯಕ್ಷರಾಗಿದ್ದ ಕೋಮಲ ಅವರ ರಾಜೀನಾಮೆಯಿಂದ ತೆರವಾಗಿದ್ದ ಸ್ಥಾನಕ್ಕೆ ಚುನಾವಣೆ ನಿಗದಿಯಾಗಿತ್ತು. ಅಧ್ಯಕ್ಷ ಸ್ಥಾನಕ್ಕೆ ದೊಡ್ಡತಾಯಮ್ಮ ಒಬ್ಬರೇ ನಾಮಪತ್ರ ಸಲ್ಲಿಸಿದ್ದರು. ಹಾಗಾಗಿ ಚುನಾವಣಾಧಿಕಾರಿಯಾಗಿದ್ದ ತಹಶೀಲ್ದಾರ್ ಜಯಪ್ರಕಾಶ್ ಅವರು ಅವಿರೋಧ ಆಯ್ಕೆ ಘೋಷಿಸಿದರು. 20 ಜನ ಸದಸ್ಯರ ಬಲ ಹೊಂದಿರುವ ಪಂಚಾಯಿತಿಯಲ್ಲಿ ಎಲ್ಲಾ ಸದಸ್ಯರ ಸಹಕಾರದೊಂದಿಗೆ ಗ್ರಾಮಗಳ ಅಭಿವೃದ್ಧಿಗೆ ಶ್ರಮಿಸುವುದಾಗಿ ನೂತನ ಅಧ್ಯಕ್ಷೆ ದೊಡ್ಡತಾಯಮ್ಮ ತಿಳಿಸಿದರು. ಈ ಸಂದರ್ಭದಲ್ಲಿ ಉಪಾಧ್ಯಕ್ಷರು, ಸದಸ್ಯರು, ಪಿಡಿಒ ಹಾಗೂ ಗ್ರಾಮಸ್ಥರು ಹಾಜರಿದ್ದು ಅಭಿನಂದಿಸಿದರು.: [584, 131, 892, 281]
photo-dharma-sammelana: [380, 1298, 757, 1557]
table-row: [774, 2187, 1521, 2211]
divider: [1214, 519, 1515, 521]
ad-sign-line-2: ಸಂರಕ್ಷಣಾಧಿಕಾರಿ, ವನ್ಯಜೀವಿ: [1427, 1586, 1512, 1598]
dateline: ಚಾಮರಾಜನಗರ:: [1214, 843, 1275, 857]
logo-part1: ಸಂಜೆ: [1125, 6, 1186, 48]
table-header-row: [774, 1835, 1521, 1859]
notice-title-grama-one: [1214, 784, 1515, 838]
notice-title-schemes: ವಿವಿಧ ಯೋಜನೆಗಳಿಗೆ ಅರ್ಜಿ: [1214, 525, 1429, 553]
table-header-cell: ಕ್ರ. ಸಂ: [774, 1835, 803, 1859]
table-cell: ದೇವನಹಳ್ಳಿ: [965, 1976, 1007, 1999]
table-header-row: [9, 2055, 757, 2079]
masthead: [0, 0, 1527, 87]
notice-body-schemes: [1214, 556, 1515, 773]
table-cell: ವ್ಯವಸಾಯ: [1229, 2093, 1378, 2117]
body-text: ಚಾಮರಾಜನಗರ ಜಿಲ್ಲಾ ದಸರಾ ಮಹೋತ್ಸವದ ಅಂಗವಾಗಿ ನಗರದಲ್ಲಿಂದು ಆಯೋಜಿಸಲಾಗಿದ್ದ ದಸರಾ ಮ್ಯಾರಥಾನ್ ಓಟ ಸ್ಪರ್ಧೆಯಲ್ಲಿ ವಿವಿಧ ಶಾಲಾ ವಿದ್ಯಾರ್ಥಿಗಳು ಹಾಗೂ ಸಾರ್ವಜನಿಕರು ಹೆಚ್ಚಿನ ಸಂಖ್ಯೆಯಲ್ಲಿ ಪಾಲ್ಗೊಂಡು ಗಮನ ಸೆಳೆದರು. ನಗರದ ಶ್ರೀ ಚಾಮರಾಜೇಶ್ವರ ದೇವಾಲಯದ ಮುಂಭಾಗದಿಂದ ಹಮ್ಮಿಕೊಳ್ಳಲಾಗಿದ್ದ ದಸರಾ ಮ್ಯಾರಥಾನ್ ಓಟಕ್ಕೆ ನಗರಸಭೆ ಅಧ್ಯಕ್ಷರಾದ ಎಸ್. ಸುರೇಶ್ ಅವರು ಹಸಿರು ನಿಶಾನೆ ತೋರುವ ಮೂಲಕ ಚಾಲನೆ ನೀಡಿದರು. ಮ್ಯಾರಥಾನ್‌ಗೆ ಚಾಲನೆ ನೀಡಿ ಮಾತನಾಡಿದ ಅವರು, ಚಾಮರಾಜನಗರ ಜಿಲ್ಲಾ ದಸರಾ ಮಹೋತ್ಸವದ ಅಂಗವಾಗಿ ನಗರದಲ್ಲಿ ಮೂರು ದಿನಗಳ ಕಾಲ ವಿವಿಧ ಕಾರ್ಯಕ್ರಮಗಳನ್ನು ಏರ್ಪಡಿಸಲಾಗಿದೆ. ಈ ಪೈಕಿ ದಸರಾ ಮ್ಯಾರಥಾನ್ ಸಹ ಒಂದಾಗಿದೆ. ನಗರ ಸಂಸ್ಥೆಯವರು ಹಾಗೂ ವಿವಿಧ ಶಾಲಾ ಕಾಲೇಜಿನ ವಿದ್ಯಾರ್ಥಿಗಳು ಉತ್ಸಾಹದಿಂದ ಪಾಲ್ಗೊಂಡಿರುವುದು ಸಂತಸ ತಂದಿದೆ ಎಂದರು. ಮ್ಯಾರಥಾನ್ ಓಟವು ಶ್ರೀ ಚಾಮರಾಜೇಶ್ವರ ದೇವಾಲಯದಿಂದ ಆರಂಭಗೊಂಡು ದೊಡ್ಡಂಗಡಿ ಬೀದಿ, ಡೀವಿಯೇಷನ್ ರಸ್ತೆ, ಭುವನೇಶ್ವರಿ ವೃತ್ತ, ಸತ್ಯಮಂಗಲ ರಸ್ತೆ ಮಾರ್ಗವಾಗಿ ಡಾ. ಬಿ.ಆರ್. ಅಂಬೇಡ್ಕರ್ ಜಿಲ್ಲಾ ಕ್ರೀಡಾಂಗಣದಲ್ಲಿ ಮುಕ್ತಾಯಗೊಂಡಿತು. ಪುರುಷರ ವಿಭಾಗದಲ್ಲಿ ಪ್ರಥಮ, ದ್ವಿತೀಯ ಹಾಗೂ ತೃತೀಯ ಸ್ಥಾನ ಪಡೆದವರಿಗೆ ಹಾಗೂ ಮಹಿಳೆಯರ ವಿಭಾಗದಲ್ಲಿ ವಿಜೇತರಾದವರಿಗೆ ನಗದು ಬಹುಮಾನ ಹಾಗೂ ಪ್ರಮಾಣಪತ್ರ ವಿತರಿಸಲಾಯಿತು. ಕಾರ್ಯಕ್ರಮದಲ್ಲಿ ಜಿಲ್ಲಾ ಪಂಚಾಯತ್ ಮುಖ್ಯ ಕಾರ್ಯನಿರ್ವಾಹಕ ಅಧಿಕಾರಿ ಮೋನಾ ರೋತ್, ಅಪರ ಜಿಲ್ಲಾಧಿಕಾರಿ ಗೀತಾ ಹುಡೇದ, ಉಪವಿಭಾಗಾಧಿಕಾರಿ ಬಿ.ಆರ್. ಮಹೇಶ್, ಯುವ ಸಬಲೀಕರಣ ಮತ್ತು ಕ್ರೀಡಾ ಇಲಾಖೆಯ ಸಹಾಯಕ ನಿರ್ದೇಶಕರು, ನಗರಸಭೆ ಸದಸ್ಯರು ಸೇರಿದಂತೆ ಇತರರು ಹಾಜರಿದ್ದರು.: [319, 630, 597, 984]
table-header-cell: ಗ್ರಾಮದ ಹೆಸರು: [1042, 1835, 1098, 1859]
title-line-3: ರಾಮಚಂದ್ರ ರಾಜೇ ಅರಸ್: [971, 670, 1126, 692]
table-cell: ವಸತಿ: [1378, 2140, 1521, 2164]
table-cell: ಕುಂದಾಣ: [1006, 2140, 1041, 2164]
table-row: [774, 1999, 1521, 2023]
land-use-table: [8, 2055, 757, 2126]
article-title: [6, 531, 306, 615]
title-line-2: ಅರ್ಜಿ ಆಹ್ವಾನ: [1214, 810, 1323, 838]
ad-ref-row: [774, 1742, 1521, 1761]
table-cell: ಶ್ರೀ ಜಿ.ಆರ್ ದೀಪಕ್, ಶ್ರೀ ಎಂ ದಿಲೀಪ್: [40, 2079, 176, 2102]
table-cell: 120/3: [1097, 1906, 1139, 1929]
table-cell: ಶ್ರೀ ಪಿ.ಎಂ ವೆಂಕಟೇಶಪ್ಪ ಬಿನ್ ಲೇಟ್ ಮುನಿಸ್ವಾಮಿ: [803, 2070, 965, 2093]
ad-address: ನಂ. 333/1, 1ನೇ ಮಹಡಿ, ಪಿ.ಜಿ. ಕಾಂಪ್ಲೆಕ್ಸ್, ಸೂಲಿಬೆಲೆ ರಸ್ತೆ, ದೇವನಹಳ್ಳಿ ಟೌನ್, ಬೆಂಗಳೂರು ಗ್ರಾಮಾಂತರ ಜಿಲ್ಲೆ-562 110.: [944, 1729, 1351, 1740]
table-cell: ಶ್ರೀ ಆರ್ ಪ್ರದೀಪ್ ಕುಮಾರ್: [40, 2102, 176, 2126]
table-cell: ವ್ಯವಸಾಯ: [1229, 2164, 1378, 2187]
table-cell: ಕುಂದಾಣ: [1006, 1859, 1041, 1882]
ad-header: ಬೆಂಗಳೂರು ಅಂತರಾಷ್ಟ್ರೀಯ ವಿಮಾನ ನಿಲ್ದಾಣ ಪ್ರದೇಶ ಯೋಜನಾ ಪ್ರಾಧಿಕಾರ, ದೇವನಹಳ್ಳಿ: [774, 1704, 1521, 1728]
table-cell: ವಸತಿ: [1378, 2070, 1521, 2093]
ad-address: ನಂ. 333/1, 1ನೇ ಮಹಡಿ, ಪಿ.ಜಿ. ಕಾಂಪ್ಲೆಕ್ಸ್, ಸೂಲಿಬೆಲೆ ರಸ್ತೆ, ದೇವನಹಳ್ಳಿ ಟೌನ್, ಬೆಂಗಳೂರು ಗ್ರಾಮಾಂತರ ಜಿಲ್ಲೆ-562 110.: [180, 1891, 586, 1902]
table-cell: ದೇವನಹಳ್ಳಿ: [965, 1999, 1007, 2023]
table-cell: ಕುಂದಾಣ: [1006, 2046, 1041, 2070]
table-cell: ವ್ಯವಸಾಯ: [1229, 2046, 1378, 2070]
table-cell: 13.: [774, 2140, 803, 2164]
table-cell: ವ್ಯವಸಾಯ: [1229, 1952, 1378, 1976]
dateline: ಚಾಮರಾಜನಗರ:: [605, 964, 664, 977]
table-cell: 132/8: [1097, 2187, 1139, 2211]
article-sanjeevini-clinic: [772, 1241, 1136, 1694]
title-line-2: ನಮ್ಮ ಹೆಮ್ಮೆ : ಡಿ.ಪಿ.ಐ: [971, 649, 1113, 671]
table-cell: ಕುಂದಾಣ: [1042, 2187, 1098, 2211]
ad-sign-line-3: ಉಪವಿಭಾಗ, ಚಾಮರಾಜನಗರ.: [1414, 1600, 1512, 1613]
table-cell: ಶ್ರೀಮತಿ ಕವಿತಾ ಕೋಂ ವೆಂಕಟೇಶ್: [803, 1976, 965, 1999]
table-row: [774, 1859, 1521, 1882]
article-title: ಬದುಕಿನ ಉನ್ನತಿಗೆ ಸಂಸ್ಕಾರ ಸಂಸ್ಕೃತಿ ಅಡಿಪಾಯ: [6, 1240, 542, 1282]
table-header-cell: ವಿಸ್ತೀರ್ಣ (ಎ-ಗು): [1139, 1835, 1229, 1859]
title-line-2: ಕೌಶಲ್ಯಾಭಿವೃದ್ಧಿ ತರಬೇತಿಗೆ ಅರ್ಜಿ: [78, 136, 502, 184]
table-cell: ವ್ಯವಸಾಯ: [1229, 1906, 1378, 1929]
table-cell: ಕುಂದಾಣ: [1042, 1999, 1098, 2023]
table-row: [774, 2164, 1521, 2187]
table-row: [774, 2093, 1521, 2117]
table-cell: ಶ್ರೀಮತಿ ಕವಿತಾ ಕೋಂ ವೆಂಕಟೇಶ್: [803, 2046, 965, 2070]
table-header-cell: ಮಹಾ ಯೋಜನೆಯ ಪ್ರಕಾರ ಭೂ ಉಪಯೋಗ: [1229, 1835, 1378, 1859]
ad-contact: ದೂರವಾಣಿ: 08226-222059 E-mail: acf.nagara@gmail.com: [1201, 1333, 1465, 1346]
ad-body: 2024-25ನೇ ಸಾಲಿನ ಚಾಮರಾಜನಗರ ವನ್ಯಜೀವಿ ಉಪವಿಭಾಗ ವ್ಯಾಪ್ತಿಯಲ್ಲಿ ಬರುವ ವಿವಿಧ ವಲಯಗಳಲ್ಲಿ ಕಾಮಗಾರಿಗಳನ್ನು ನಿರ್ವಹಿಸಲು ಅರ್ಹ ಗುತ್ತಿಗೆದಾರರಿಂದ ಇ-ಸಂಗ್ರಹಣಾ ಮುಖಾಂತರ ಟೆಂಡರ್ ಆಹ್ವಾನಿಸಲಾಗಿದೆ. ಟೆಂಡರ್‌ನ ಪೂರ್ಣ ವಿವರಗಳನ್ನು (http://kppp.gov.in)ನಲ್ಲಿ ಪಡೆಯಬಹುದಾಗಿದೆ. ಹೆಚ್ಚಿನ ಮಾಹಿತಿಗಾಗಿ ಕಛೇರಿಯ ವೇಳೆಯಲ್ಲಿ ಈ ಕಛೇರಿಯನ್ನು ಸಂಪರ್ಕಿಸಬಹುದಾಗಿದೆ.: [1152, 1436, 1513, 1490]
ad-sign: ಸಹಿ/- ನಗರ ಮತ್ತು ಗ್ರಾಮಾಂತರ ಯೋಜನಾ ಜಂಟಿ ನಿರ್ದೇಶಕರು ಹಾಗೂ ಸದಸ್ಯ ಕಾರ್ಯದರ್ಶಿಗಳು, ಬಿ.ಐ.ಎ.ಪಿ.ಪಿ.ಎ, ದೇವನಹಳ್ಳಿ: [348, 2214, 753, 2226]
notice-body-grama-one: [1214, 842, 1515, 1109]
table-row: [774, 1906, 1521, 1929]
logo-part2: ಮುಗಿಲು: [1219, 6, 1318, 48]
article-title: ಗಮನ ಸೆಳೆದ ದಸರಾ ಮ್ಯಾರಥಾನ್: [462, 553, 1058, 618]
photo-dance-performance: [605, 628, 961, 909]
ad-ref: ಸಂ: ಬಿಐಎಪಿಎ/ಟಿಪಿ/ಭೂಉಬ/71/2024-25/1602: [778, 1745, 971, 1757]
table-cell: ಕುಂದಾಣ: [1006, 1952, 1041, 1976]
article-body-continued: [940, 1452, 1135, 1691]
body-text: ವಿಕಲಚೇತನರ ಹಾಗೂ ಹಿರಿಯ ನಾಗರಿಕರ ಸಬಲೀಕರಣ ಇಲಾಖೆ ವತಿಯಿಂದ 2024-25ನೇ ಸಾಲಿನ ಜಿಲ್ಲೆಯ ಸೆರೆಬ್ರಲ್ ಪಾಲ್ಸಿ, ಸ್ನಾಯು ಕ್ಷಯ, ಪಾರ್ಕಿನ್ಸನ್ ಕಾಯಿಲೆ, ಹಿಮೋಫಿಲಿಯಾ ಹಾಗೂ ಬೆನ್ನುಹುರಿ ಅಪಘಾತಕ್ಕೊಳಗಾದ ವಿಕಲಚೇತನರ ಆರೈಕೆದಾರರಿಗೆ ಪ್ರೋತ್ಸಾಹಧನಕ್ಕಾಗಿ ಅರ್ಜಿ ಆಹ್ವಾನಿಸಲಾಗಿದೆ. ಅರ್ಜಿ ನಮೂನೆಯನ್ನು ತಾಲೂಕು ಪಂಚಾಯಿತಿಯ ಕಾರ್ಯನಿರ್ವಾಹಕ ವಿವಿಧೋದ್ದೇಶ ಪುನರ್ವಸತಿ ಕಾರ್ಯಕರ್ತರಿಂದ ಪಡೆದು ಅಕ್ಟೋಬರ್ 30 ರೊಳಗಾಗಿ ಸಲ್ಲಿಸಬೇಕು. ಹೆಚ್ಚಿನ ಮಾಹಿತಿಗಾಗಿ ಜಿಲ್ಲಾ ಅಂಗವಿಕಲರ ಹಾಗೂ ಹಿರಿಯ ನಾಗರಿಕರ ಸಬಲೀಕರಣ ಅಧಿಕಾರಿಗಳ ಕಚೇರಿ (ದೂ.ಸಂ: 08226-223688, 224688) ಹಾಗೂ ಚಾಮರಾಜನಗರ ಎಂ.ಆರ್.ಡಬ್ಲ್ಯು ಮಾದೇಶ (ಮೊ.ಸಂ 8073716208), ಕೊಳ್ಳೇಗಾಲ ಎಂ.ಆರ್.ಡಬ್ಲ್ಯು ಕುಮಾರ್ (ಮೊ.ಸಂ 7892715408), ಗುಂಡ್ಲುಪೇಟೆ ಎಂ.ಆರ್.ಡಬ್ಲ್ಯು (ಮೊ.ಸಂ 9742423332), ಯಳಂದೂರು ಎಂ.ಆರ್.ಡಬ್ಲ್ಯು ಮಹದೇವ (ಮೊ.ಸಂ 9740164149) ಸಂಪರ್ಕಿಸಬಹುದು.: [1214, 184, 1515, 385]
table-header-cell: ಬದಲಾವಣೆಗೆ ಕೋರಿರುವ ಭೂ ಉಪಯೋಗ: [1378, 1835, 1521, 1859]
table-cell: ವ್ಯವಸಾಯ: [1229, 1929, 1378, 1952]
table-cell: 0-35: [1139, 2023, 1229, 2046]
table-cell: 1.: [774, 1859, 803, 1882]
table-header-cell: ತಾಲ್ಲೂಕು: [176, 2055, 221, 2079]
table-cell: ದೇವನಹಳ್ಳಿ: [965, 2070, 1007, 2093]
title-line-1: ಗ್ರಾಮ ಒನ್ ಕೇಂದ್ರ ತೆರೆಯಲು: [1214, 783, 1438, 812]
table-header-cell: ಕ್ರ.ಸಂ.: [9, 2055, 40, 2079]
table-cell: 132/5: [1097, 2117, 1139, 2140]
table-cell: ಕುಂದಾಣ: [1042, 1929, 1098, 1952]
table-cell: ವಸತಿ: [1378, 1952, 1521, 1976]
table-row: [9, 2102, 757, 2126]
divider: [764, 1241, 766, 1856]
table-cell: ವಸತಿ: [1378, 2164, 1521, 2187]
article-body: [772, 1288, 934, 1693]
dateline: ಚಾಮರಾಜನಗರ:: [1214, 184, 1275, 198]
table-cell: 55/1: [334, 2079, 379, 2102]
dateline: ಚಾಮರಾಜನಗರ:: [319, 630, 380, 642]
dateline: ಚಾಮರಾಜನಗರ:: [1214, 1151, 1275, 1165]
title-line-3: ಆಹ್ವಾನ: [1214, 150, 1271, 178]
table-cell: ದೇವನಹಳ್ಳಿ: [176, 2102, 221, 2126]
divider: [6, 1235, 1523, 1236]
